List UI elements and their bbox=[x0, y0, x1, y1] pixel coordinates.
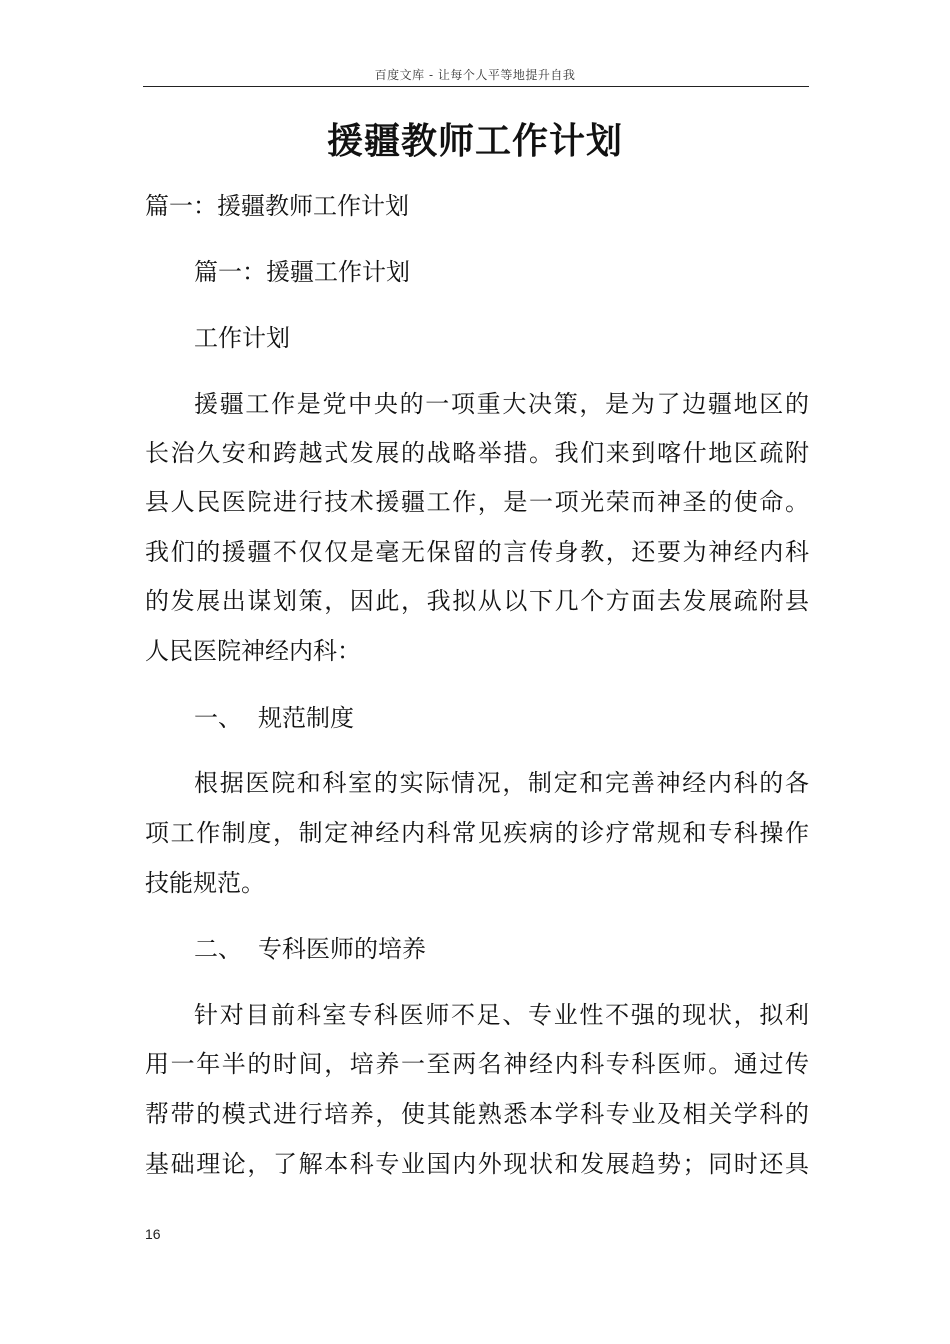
paragraph-2-line: 技能规范。 bbox=[145, 869, 265, 897]
section-2-heading bbox=[194, 933, 809, 965]
page-number: 16 bbox=[145, 1226, 161, 1242]
paragraph-1-line: 援疆工作是党中央的一项重大决策，是为了边疆地区的 bbox=[194, 390, 809, 418]
paragraph-1-line: 的发展出谋划策，因此，我拟从以下几个方面去发展疏附县 bbox=[145, 587, 809, 615]
section-1-number: 一、 bbox=[194, 704, 242, 732]
section-2-number: 二、 bbox=[194, 935, 242, 963]
paragraph-3-line: 基础理论，了解本科专业国内外现状和发展趋势；同时还具 bbox=[145, 1150, 809, 1178]
subtitle-1: 篇一：援疆教师工作计划 bbox=[145, 192, 409, 220]
paragraph-1-line: 县人民医院进行技术援疆工作，是一项光荣而神圣的使命。 bbox=[145, 488, 809, 516]
paragraph-3-line: 帮带的模式进行培养，使其能熟悉本学科专业及相关学科的 bbox=[145, 1100, 809, 1128]
subtitle-2: 篇一：援疆工作计划 bbox=[194, 258, 410, 286]
paragraph-2-line: 项工作制度，制定神经内科常见疾病的诊疗常规和专科操作 bbox=[145, 819, 809, 847]
paragraph-3-line: 用一年半的时间，培养一至两名神经内科专科医师。通过传 bbox=[145, 1050, 809, 1078]
section-1-heading bbox=[194, 702, 809, 734]
paragraph-3-line: 针对目前科室专科医师不足、专业性不强的现状，拟利 bbox=[194, 1001, 809, 1029]
section-2-title: 专科医师的培养 bbox=[258, 935, 426, 963]
paragraph-1-line: 长治久安和跨越式发展的战略举措。我们来到喀什地区疏附 bbox=[145, 439, 809, 467]
section-1-title: 规范制度 bbox=[258, 704, 354, 732]
subtitle-3: 工作计划 bbox=[194, 324, 290, 352]
paragraph-2-line: 根据医院和科室的实际情况，制定和完善神经内科的各 bbox=[194, 769, 809, 797]
page-header: 百度文库 - 让每个人平等地提升自我 bbox=[374, 68, 576, 82]
header-divider bbox=[143, 86, 809, 87]
paragraph-1-line: 人民医院神经内科： bbox=[145, 637, 361, 665]
paragraph-1-line: 我们的援疆不仅仅是毫无保留的言传身教，还要为神经内科 bbox=[145, 538, 809, 566]
document-title: 援疆教师工作计划 bbox=[326, 120, 623, 162]
